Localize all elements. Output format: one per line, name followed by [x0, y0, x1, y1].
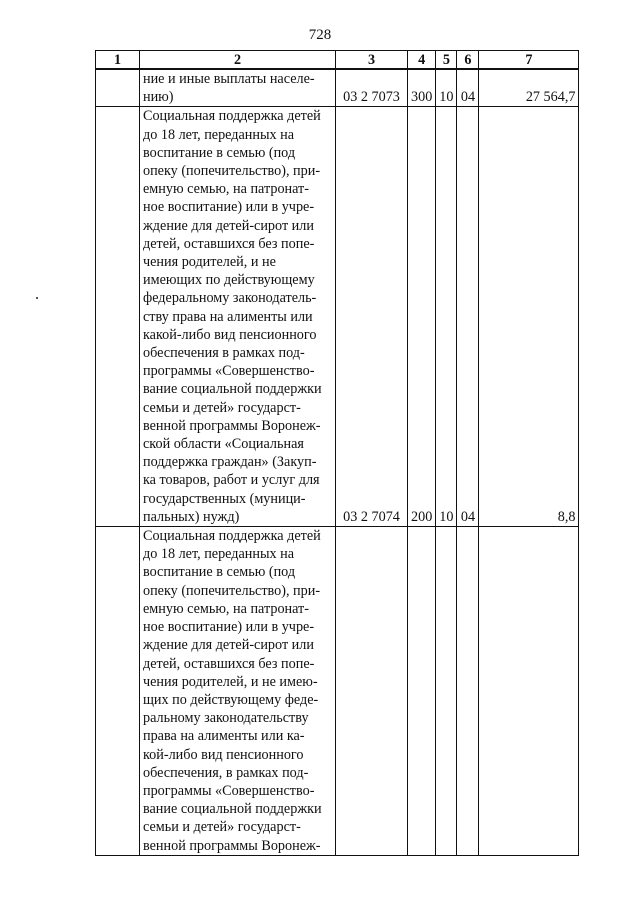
expense-name-line: до 18 лет, переданных на	[143, 126, 295, 143]
csr-code-cell: 03 2 7074	[336, 107, 408, 527]
expense-name-line: чения родителей, и не имею-	[143, 673, 318, 690]
expense-name-line: права на алименты или ка-	[143, 728, 305, 745]
expense-name-line: ка товаров, работ и услуг для	[143, 472, 320, 489]
header-col-6: 6	[457, 51, 479, 70]
expense-name-line: чения родителей, и не	[143, 254, 276, 271]
expense-name-line: емную семью, на патронат-	[143, 181, 309, 198]
table-row	[96, 69, 579, 107]
row-number-cell	[96, 69, 140, 107]
table-row	[96, 107, 579, 527]
expense-name-line: ждение для детей-сирот или	[143, 637, 314, 654]
pr-code-cell: 04	[457, 69, 479, 107]
expense-name-line: венной программы Воронеж-	[143, 417, 321, 434]
expense-name-line: поддержка граждан» (Закуп-	[143, 454, 317, 471]
vr-code-cell	[408, 527, 436, 856]
expense-name-cell	[140, 107, 336, 527]
csr-code-cell: 03 2 7073	[336, 69, 408, 107]
expense-name-line: программы «Совершенство-	[143, 363, 315, 380]
expense-name-line: нию)	[143, 89, 174, 106]
expense-name-line: кой-либо вид пенсионного	[143, 746, 304, 763]
expense-name-line: ральному законодательству	[143, 710, 309, 727]
expense-name-line: вание социальной поддержки	[143, 801, 322, 818]
table-row	[96, 527, 579, 856]
amount-cell: 27 564,7	[479, 69, 579, 107]
expense-name-line: до 18 лет, переданных на	[143, 546, 295, 563]
header-col-2: 2	[140, 51, 336, 70]
expense-name-line: имеющих по действующему	[143, 272, 315, 289]
expense-name-line: ству права на алименты или	[143, 308, 313, 325]
expense-name-line: семьи и детей» государст-	[143, 819, 301, 836]
expense-name-line: воспитание в семью (под	[143, 144, 296, 161]
amount-cell: 8,8	[479, 107, 579, 527]
expense-name-line: детей, оставшихся без попе-	[143, 235, 315, 252]
expense-name-line: Социальная поддержка детей	[143, 108, 321, 125]
header-col-7: 7	[479, 51, 579, 70]
amount-cell	[479, 527, 579, 856]
expense-name-line: государственных (муници-	[143, 490, 306, 507]
rz-code-cell	[436, 527, 457, 856]
expense-name-line: ской области «Социальная	[143, 436, 304, 453]
row-number-cell	[96, 107, 140, 527]
pr-code-cell	[457, 527, 479, 856]
rz-code-cell: 10	[436, 69, 457, 107]
expense-name-line: щих по действующему феде-	[143, 691, 319, 708]
expense-name-line: программы «Совершенство-	[143, 782, 315, 799]
header-row	[96, 51, 579, 70]
expense-name-line: семьи и детей» государст-	[143, 399, 301, 416]
pr-code-cell: 04	[457, 107, 479, 527]
expense-name-line: опеку (попечительство), при-	[143, 582, 321, 599]
expense-name-line: венной программы Воронеж-	[143, 837, 321, 854]
expense-name-line: воспитание в семью (под	[143, 564, 296, 581]
expense-name-line: федеральному законодатель-	[143, 290, 317, 307]
header-col-5: 5	[436, 51, 457, 70]
rz-code-cell: 10	[436, 107, 457, 527]
vr-code-cell: 300	[408, 69, 436, 107]
header-col-1: 1	[96, 51, 140, 70]
expense-name-line: какой-либо вид пенсионного	[143, 326, 317, 343]
expense-name-line: обеспечения в рамках под-	[143, 345, 305, 362]
expense-name-line: ное воспитание) или в учре-	[143, 619, 315, 636]
expense-name-line: емную семью, на патронат-	[143, 600, 309, 617]
row-number-cell	[96, 527, 140, 856]
expense-name-cell	[140, 69, 336, 107]
expense-name-line: ждение для детей-сирот или	[143, 217, 314, 234]
expense-name-line: пальных) нужд)	[143, 508, 240, 525]
expense-name-line: обеспечения, в рамках под-	[143, 764, 309, 781]
budget-table	[95, 50, 579, 856]
page-number: 728	[308, 27, 332, 43]
expense-name-line: вание социальной поддержки	[143, 381, 322, 398]
table-body	[96, 69, 579, 855]
expense-name-line: ние и иные выплаты населе-	[143, 71, 315, 87]
vr-code-cell: 200	[408, 107, 436, 527]
expense-name-line: ное воспитание) или в учре-	[143, 199, 315, 216]
expense-name-line: детей, оставшихся без попе-	[143, 655, 315, 672]
csr-code-cell	[336, 527, 408, 856]
expense-name-line: Социальная поддержка детей	[143, 528, 321, 545]
header-col-4: 4	[408, 51, 436, 70]
scan-speck	[36, 297, 38, 299]
expense-name-line: опеку (попечительство), при-	[143, 163, 321, 180]
expense-name-cell	[140, 527, 336, 856]
header-col-3: 3	[336, 51, 408, 70]
